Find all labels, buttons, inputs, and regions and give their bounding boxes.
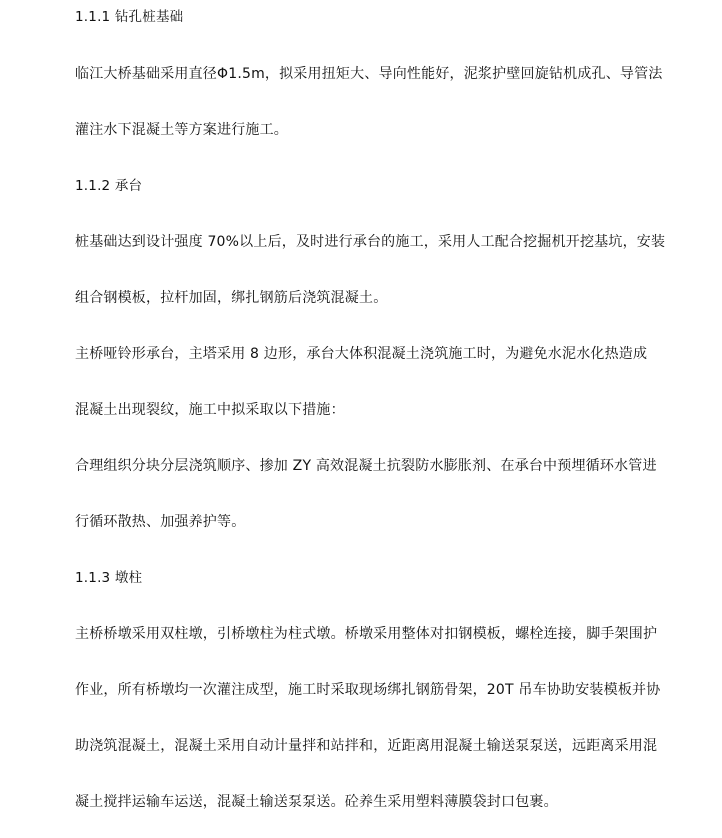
paragraph-line: 凝土搅拌运输车运送，混凝土输送泵泵送。砼养生采用塑料薄膜袋封口包裹。 (75, 794, 558, 810)
paragraph-line: 混凝土出现裂纹，施工中拟采取以下措施： (75, 402, 345, 418)
section-heading-1-1-3: 1.1.3 墩柱 (75, 570, 143, 586)
section-heading-1-1-2: 1.1.2 承台 (75, 178, 143, 194)
section-heading-1-1-1: 1.1.1 钻孔桩基础 (75, 9, 184, 25)
paragraph-line: 桩基础达到设计强度 70%以上后，及时进行承台的施工，采用人工配合挖掘机开挖基坑，安装 (75, 234, 666, 250)
paragraph-line: 助浇筑混凝土，混凝土采用自动计量拌和站拌和，近距离用混凝土输送泵泵送，远距离采用混 (75, 738, 658, 754)
paragraph-line: 临江大桥基础采用直径Φ1.5m，拟采用扭矩大、导向性能好，泥浆护壁回旋钻机成孔、导管法 (75, 66, 663, 82)
paragraph-line: 合理组织分块分层浇筑顺序、掺加 ZY 高效混凝土抗裂防水膨胀剂、在承台中预埋循环水管进 (75, 458, 657, 474)
paragraph-line: 行循环散热、加强养护等。 (75, 514, 246, 530)
paragraph-line: 灌注水下混凝土等方案进行施工。 (75, 122, 288, 138)
paragraph-line: 作业，所有桥墩均一次灌注成型，施工时采取现场绑扎钢筋骨架，20T 吊车协助安装模板并协 (75, 682, 661, 698)
paragraph-line: 主桥桥墩采用双柱墩，引桥墩柱为柱式墩。桥墩采用整体对扣钢模板，螺栓连接，脚手架围护 (75, 626, 658, 642)
paragraph-line: 主桥哑铃形承台，主塔采用 8 边形，承台大体积混凝土浇筑施工时，为避免水泥水化热造成 (75, 346, 648, 362)
paragraph-line: 组合钢模板，拉杆加固，绑扎钢筋后浇筑混凝土。 (75, 290, 388, 306)
